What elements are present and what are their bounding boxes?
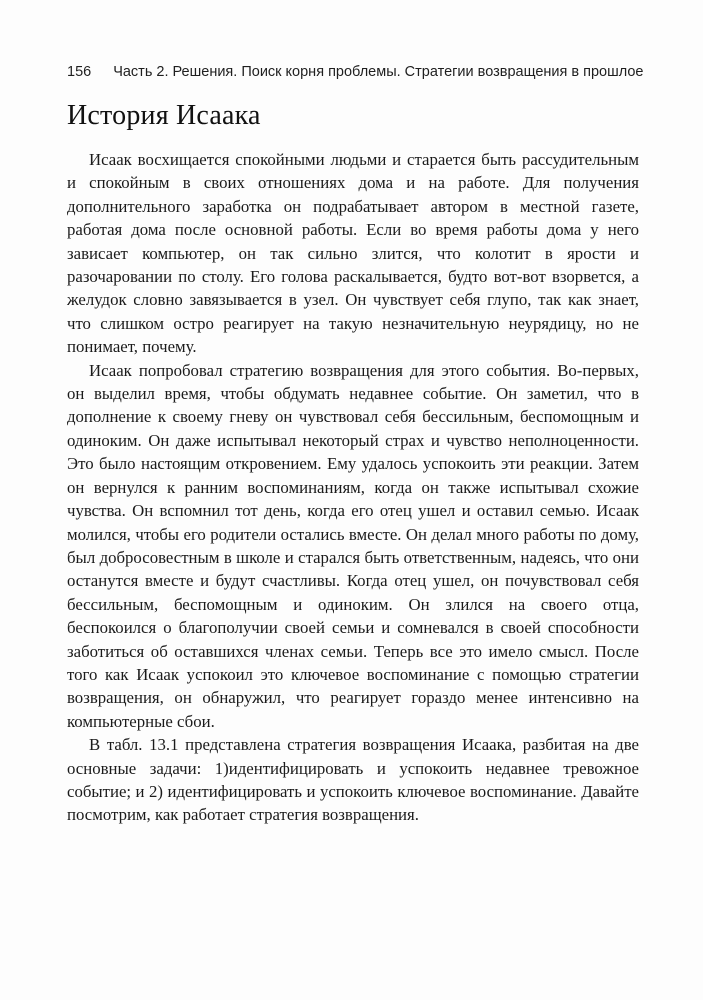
paragraph-1: Исаак восхищается спокойными людьми и старается быть рассудительным и спокойным в своих отношениях дома и на работе. Для получения дополнительного заработка он подрабатывает автором в местной газете, работая дома после основной работы. Если во время работы дома у него зависает компьютер, он так сильно злится, что колотит в ярости и разочаровании по столу. Его голова раскалывается, будто вот-вот взорвется, а желудок словно завязывается в узел. Он чувствует себя глупо, так как знает, что слишком остро реагирует на такую незначительную неурядицу, но не понимает, почему. bbox=[67, 150, 639, 357]
paragraph-3: В табл. 13.1 представлена стратегия возвращения Исаака, разбитая на две основные задачи: 1)идентифицировать и успокоить недавнее тревожное событие; и 2) идентифицировать и успокоить ключевое воспоминание. Давайте посмотрим, как работает стратегия возвращения. bbox=[67, 735, 639, 825]
paragraph-2: Исаак попробовал стратегию возвращения для этого события. Во-первых, он выделил время, чтобы обдумать недавнее событие. Он заметил, что в дополнение к своему гневу он чувствовал себя бессильным, беспомощным и одиноким. Он даже испытывал некоторый страх и чувство неполноценности. Это было настоящим откровением. Ему удалось успокоить эти реакции. Затем он вернулся к ранним воспоминаниям, когда он также испытывал схожие чувства. Он вспомнил тот день, когда его отец ушел и оставил семью. Исаак молился, чтобы его родители остались вместе. Он делал много работы по дому, был добросовестным в школе и старался быть ответственным, надеясь, что они останутся вместе и будут счастливы. Когда отец ушел, он почувствовал себя бессильным, беспомощным и одиноким. Он злился на своего отца, беспокоился о благополучии своей семьи и сомневался в своей способности заботиться об оставшихся членах семьи. Теперь все это имело смысл. После того как Исаак успокоил это ключевое воспоминание с помощью стратегии возвращения, он обнаружил, что реагирует гораздо менее интенсивно на компьютерные сбои. bbox=[67, 360, 639, 731]
running-head bbox=[67, 64, 647, 80]
running-title: Часть 2. Решения. Поиск корня проблемы. Стратегии возвращения в прошлое bbox=[113, 64, 644, 80]
section-title: История Исаака bbox=[67, 100, 261, 131]
page-number: 156 bbox=[67, 64, 92, 80]
body-text bbox=[67, 148, 639, 827]
